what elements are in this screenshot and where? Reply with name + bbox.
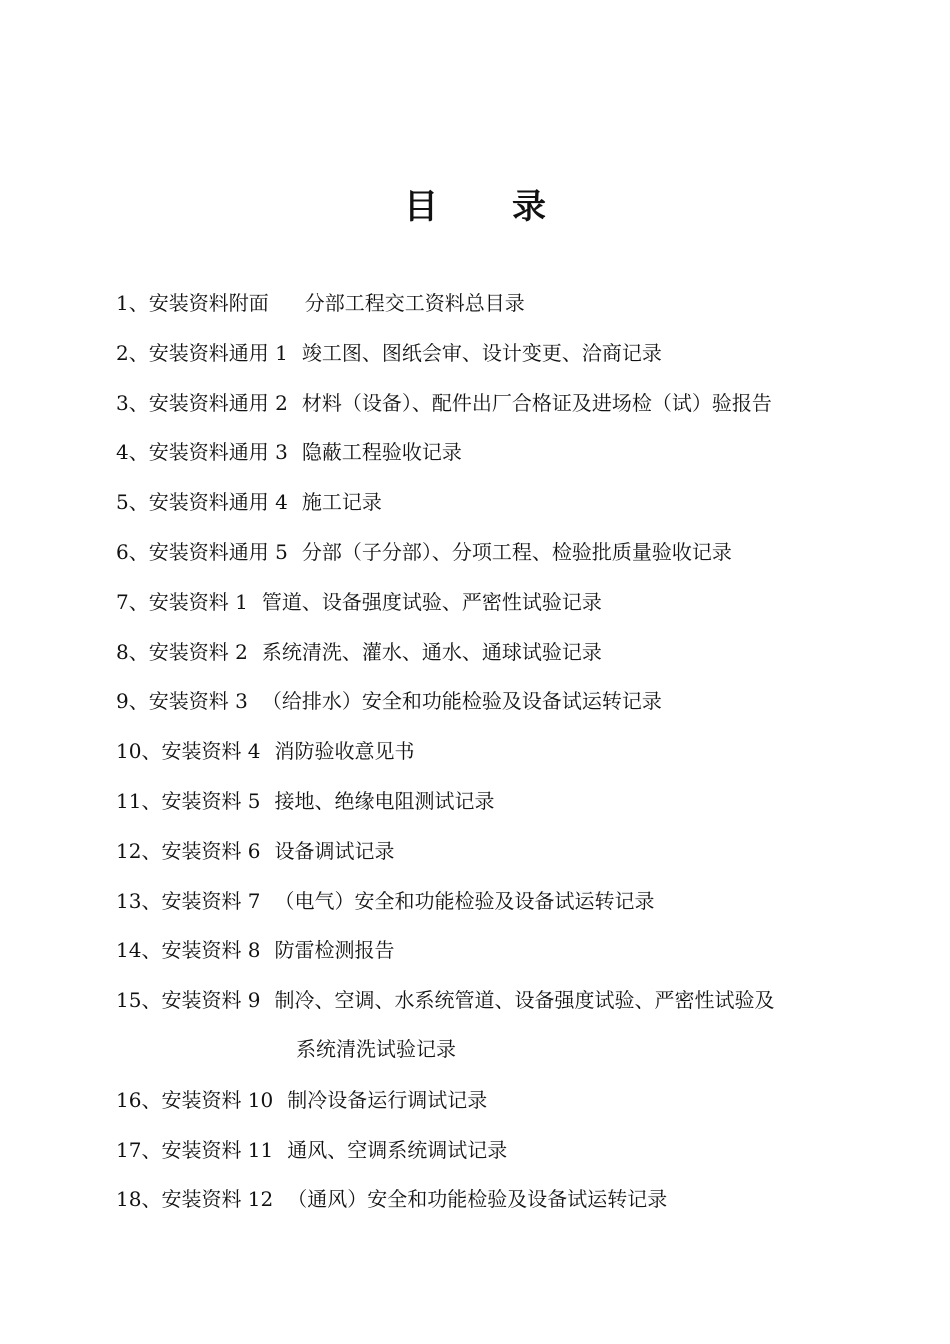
toc-item-number: 18、 (116, 1187, 162, 1212)
toc-item-description: 通风、空调系统调试记录 (287, 1137, 508, 1162)
toc-item-description: 分部工程交工资料总目录 (304, 291, 525, 315)
toc-item-description: （电气）安全和功能检验及设备试运转记录 (274, 888, 655, 913)
toc-item-description: 消防验收意见书 (274, 739, 415, 764)
toc-item (116, 482, 916, 532)
toc-item-number: 9、 (116, 689, 149, 714)
toc-item (116, 582, 916, 632)
toc-item-code: 安装资料通用 5 (148, 539, 288, 564)
toc-item-code: 安装资料通用 1 (148, 340, 288, 365)
toc-item-code: 安装资料通用 3 (148, 440, 288, 465)
toc-item-number: 2、 (116, 340, 149, 365)
toc-item-description: 分部（子分部）、分项工程、检验批质量验收记录 (301, 539, 732, 564)
toc-item-description: 设备调试记录 (274, 838, 395, 863)
toc-item-code: 安装资料 1 (148, 589, 248, 614)
toc-item-number: 3、 (116, 390, 149, 415)
title-char-1: 目 (404, 187, 438, 227)
toc-item-description-continued: 系统清洗试验记录 (296, 1037, 456, 1062)
toc-item-number: 8、 (116, 639, 149, 664)
toc-item (116, 831, 916, 881)
toc-item-description: 制冷、空调、水系统管道、设备强度试验、严密性试验及 (274, 988, 775, 1013)
toc-item-description: （通风）安全和功能检验及设备试运转记录 (287, 1187, 668, 1212)
toc-item (116, 333, 916, 383)
toc-item-number: 7、 (116, 589, 149, 614)
toc-item (116, 980, 916, 1080)
toc-item-description: 接地、绝缘电阻测试记录 (274, 788, 495, 813)
toc-item (116, 632, 916, 682)
toc-item (116, 432, 916, 482)
toc-item-number: 10、 (116, 739, 162, 764)
toc-item-code: 安装资料 9 (161, 988, 261, 1013)
toc-item-code: 安装资料 5 (161, 788, 261, 813)
page-title (0, 183, 950, 231)
table-of-contents (116, 283, 916, 1229)
toc-item-code: 安装资料通用 2 (148, 390, 288, 415)
toc-item (116, 1080, 916, 1130)
toc-item-number: 14、 (116, 938, 162, 963)
toc-item-code: 安装资料 6 (161, 838, 261, 863)
toc-item (116, 283, 916, 333)
toc-item-description: 材料（设备）、配件出厂合格证及进场检（试）验报告 (301, 390, 772, 415)
toc-item (116, 881, 916, 931)
toc-item-number: 16、 (116, 1087, 162, 1112)
toc-item-description: 防雷检测报告 (274, 938, 395, 963)
title-char-2: 录 (512, 187, 546, 227)
toc-item-number: 15、 (116, 988, 162, 1013)
toc-item-number: 1、 (116, 291, 149, 315)
toc-item-number: 11、 (116, 788, 162, 813)
toc-item-number: 4、 (116, 440, 149, 465)
toc-item-number: 12、 (116, 838, 162, 863)
toc-item-description: 制冷设备运行调试记录 (287, 1087, 488, 1112)
toc-item-code: 安装资料 3 (148, 689, 248, 714)
toc-item (116, 532, 916, 582)
toc-item-description: 施工记录 (301, 490, 382, 515)
toc-item-description: 隐蔽工程验收记录 (301, 440, 462, 465)
toc-item (116, 1130, 916, 1180)
toc-item-number: 6、 (116, 539, 149, 564)
toc-item (116, 681, 916, 731)
toc-item-description: 系统清洗、灌水、通水、通球试验记录 (261, 639, 602, 664)
toc-item-number: 17、 (116, 1137, 162, 1162)
toc-item-code: 安装资料 11 (161, 1137, 274, 1162)
toc-item-code: 安装资料 12 (161, 1187, 274, 1212)
toc-item (116, 781, 916, 831)
toc-item (116, 383, 916, 433)
toc-item (116, 930, 916, 980)
toc-item-description: （给排水）安全和功能检验及设备试运转记录 (261, 689, 662, 714)
toc-item-code: 安装资料 2 (148, 639, 248, 664)
toc-item (116, 1179, 916, 1229)
toc-item-description: 管道、设备强度试验、严密性试验记录 (261, 589, 602, 614)
toc-item-number: 5、 (116, 490, 149, 515)
toc-item-code: 安装资料 4 (161, 739, 261, 764)
toc-item-code: 安装资料通用 4 (148, 490, 288, 515)
toc-item-code: 安装资料 10 (161, 1087, 274, 1112)
toc-item-code: 安装资料 7 (161, 888, 261, 913)
toc-item-code: 安装资料 8 (161, 938, 261, 963)
toc-item-description: 竣工图、图纸会审、设计变更、洽商记录 (301, 340, 662, 365)
toc-item (116, 731, 916, 781)
toc-item-code: 安装资料附面 (148, 291, 269, 315)
toc-item-number: 13、 (116, 888, 162, 913)
